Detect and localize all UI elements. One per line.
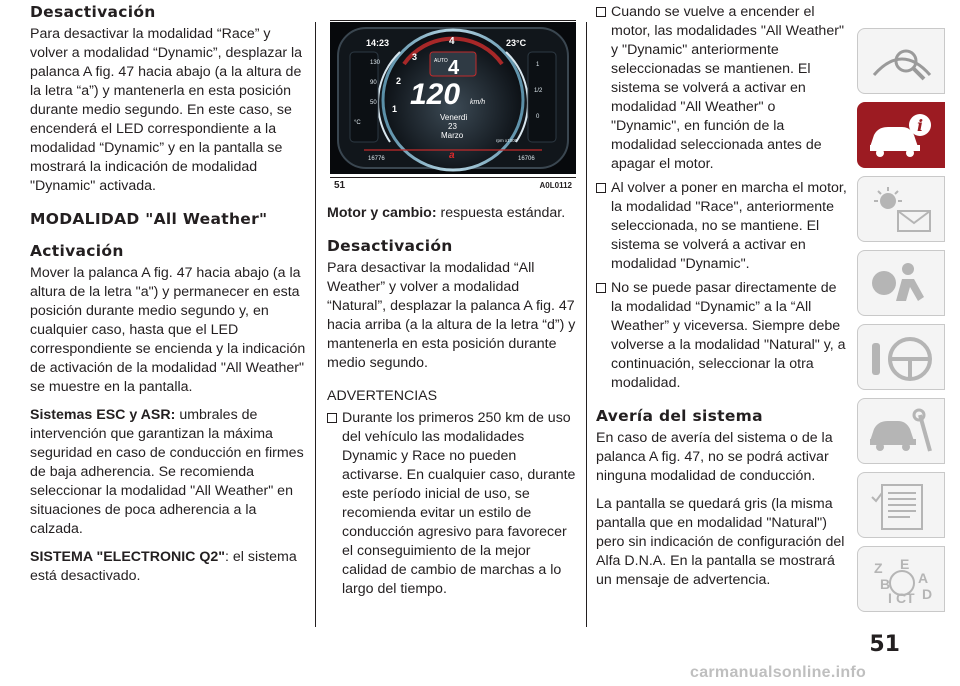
gauge-left-label-3: °C: [354, 120, 361, 126]
paragraph-averia-1: En caso de avería del sistema o de la palanca A fig. 47, no se podrá activar ninguna modalidad de conducción.: [596, 430, 833, 484]
heading-desactivacion-2: Desactivación: [327, 237, 453, 255]
note-text: No se puede pasar directamente de la modalidad “Dynamic” a la “All Weather” y viceversa. Siempre debe volverse a la modalidad "Natural" y, a continuación, seleccionar la otra modalidad.: [611, 280, 846, 391]
gear-mode: AUTO: [434, 58, 448, 64]
label-esc-asr: Sistemas ESC y ASR:: [30, 407, 176, 423]
light-envelope-icon: [866, 183, 938, 237]
speed-unit: km/h: [470, 99, 486, 106]
index-letter-d: D: [922, 586, 933, 602]
date-month: Marzo: [441, 131, 464, 140]
index-letter-i: I: [888, 590, 892, 606]
figure-51: [327, 0, 579, 190]
paragraph-esc-asr: [30, 406, 307, 539]
index-letter-t: T: [906, 590, 915, 606]
alphabet-index-icon: [866, 553, 938, 607]
tab-starting-driving[interactable]: [857, 324, 945, 390]
figure-caption: [330, 177, 576, 190]
checkbox-bullet-icon: [596, 7, 606, 17]
text-electronic-q2: : el sistema está desactivado.: [30, 549, 297, 584]
figure-code: A0L0112: [539, 181, 572, 190]
odometer-left: 16776: [368, 156, 385, 162]
heading-desactivacion: Desactivación: [30, 3, 156, 21]
label-motor-cambio: Motor y cambio:: [327, 205, 437, 221]
date-number: 23: [448, 122, 457, 131]
heading-activacion: Activación: [30, 242, 124, 260]
rev-mark-4: 4: [449, 36, 455, 47]
drive-mode-letter: a: [449, 150, 455, 161]
heading-modalidad-all-weather: MODALIDAD "All Weather": [30, 210, 268, 228]
list-item: [327, 409, 579, 599]
rpm-label: rpm x1000: [496, 138, 518, 143]
index-letter-e: E: [900, 556, 910, 572]
watermark: carmanualsonline.info: [690, 664, 867, 681]
gauge-left-label-1: 90: [370, 80, 377, 86]
column-left: [30, 0, 307, 595]
text-motor-cambio: respuesta estándar.: [440, 205, 566, 221]
tab-lights-warnings[interactable]: [857, 176, 945, 242]
list-item: [596, 3, 848, 174]
note-text: Cuando se vuelve a encender el motor, las modalidades "All Weather" y "Dynamic" anteriormente seleccionadas se mantienen. El sistema se volverá a activar en modalidad "All Weather" o "Dynamic", en función de la modalidad seleccionada antes de apagar el motor.: [611, 4, 844, 172]
odometer-right: 16706: [518, 156, 535, 162]
car-info-icon: [866, 109, 938, 163]
tab-car-info[interactable]: [857, 102, 945, 168]
technical-data-icon: [866, 479, 938, 533]
paragraph-activacion-all-weather: Mover la palanca A fig. 47 hacia abajo (a la altura de la letra "a") y permanecer en esta posición durante medio segundo y, en cualquier caso, hasta que el LED correspondiente se encienda y la indicación de activación de la modalidad "All Weather" se muestre en la pantalla.: [30, 265, 306, 395]
notes-list: [596, 3, 848, 393]
advertencias-list: [327, 409, 579, 599]
dashboard-magnifier-icon: [866, 35, 938, 89]
paragraph-motor-cambio: [327, 204, 579, 223]
instrument-cluster-photo: [330, 22, 576, 174]
index-letter-z: Z: [874, 560, 883, 576]
speed-value: 120: [410, 78, 461, 111]
column-divider-right: [586, 22, 587, 627]
gauge-right-label-0: 1: [536, 62, 540, 68]
paragraph-desactivar-all-weather: Para desactivar la modalidad “All Weather” y volver a modalidad “Natural”, desplazar la palanca A fig. 47 hacia arriba (a la altura de la letra “d”) y mantenerla en esta posición durante medio segundo.: [327, 260, 576, 371]
date-day: Venerdì: [440, 113, 468, 122]
heading-advertencias: ADVERTENCIAS: [327, 388, 438, 404]
index-letter-a: A: [918, 570, 929, 586]
rev-mark-1: 1: [392, 104, 398, 114]
note-text: Al volver a poner en marcha el motor, la modalidad "Race", anteriormente seleccionada, no se mantiene. El sistema se volverá a activar en modalidad "Dynamic".: [611, 180, 847, 272]
page-number: 51: [869, 632, 900, 657]
advertencia-text: Durante los primeros 250 km de uso del vehículo las modalidades Dynamic y Race no pueden activarse. En cualquier caso, durante este período inicial de uso, se recomienda evitar un estilo de conducción agresivo para favorecer el conseguimiento de la mejor calidad de cambio de marchas a lo largo del tiempo.: [342, 410, 576, 597]
chapter-tabs: [857, 28, 945, 620]
column-right: [596, 0, 848, 599]
tab-maintenance[interactable]: [857, 398, 945, 464]
list-item: [596, 279, 848, 393]
figure-number: 51: [334, 180, 346, 191]
list-item: [596, 179, 848, 274]
paragraph-averia-2: La pantalla se quedará gris (la misma pantalla que en modalidad "Natural") pero sin indicación de configuración del Alfa D.N.A. En la pantalla se mostrará un mensaje de advertencia.: [596, 496, 845, 588]
steering-wheel-icon: [866, 331, 938, 385]
info-glyph: i: [917, 116, 924, 135]
instrument-cluster-illustration: [330, 22, 576, 174]
cluster-time: 14:23: [366, 38, 390, 48]
checkbox-bullet-icon: [596, 183, 606, 193]
airbag-passenger-icon: [866, 257, 938, 311]
cluster-temperature: 23°C: [506, 38, 527, 48]
gauge-left-label-2: 50: [370, 100, 377, 106]
rev-mark-3: 3: [412, 52, 418, 62]
checkbox-bullet-icon: [596, 283, 606, 293]
index-letter-b: B: [880, 576, 891, 592]
gear-indicator: 4: [448, 57, 460, 79]
tab-technical-data[interactable]: [857, 472, 945, 538]
text-esc-asr: umbrales de intervención que garantizan la máxima seguridad en caso de conducción en firmes de baja adherencia. Se recomienda seleccionar la modalidad "All Weather" en situaciones de poca adherencia a la calzada.: [30, 407, 304, 537]
tab-alphabetical-index[interactable]: [857, 546, 945, 612]
car-wrench-icon: [866, 405, 938, 459]
column-divider-left: [315, 22, 316, 627]
checkbox-bullet-icon: [327, 413, 337, 423]
tab-dashboard[interactable]: [857, 28, 945, 94]
paragraph-electronic-q2: [30, 548, 307, 586]
column-middle: [327, 0, 579, 608]
gauge-left-label-0: 130: [370, 60, 381, 66]
figure-top-rule: [330, 20, 576, 21]
heading-averia-sistema: Avería del sistema: [596, 407, 763, 425]
index-letter-c: C: [896, 590, 907, 606]
gauge-right-label-2: 0: [536, 114, 540, 120]
label-electronic-q2: SISTEMA "ELECTRONIC Q2": [30, 549, 226, 565]
gauge-right-label-1: 1/2: [534, 88, 543, 94]
rev-mark-2: 2: [396, 76, 402, 86]
tab-safety[interactable]: [857, 250, 945, 316]
paragraph-desactivar-race: Para desactivar la modalidad “Race” y volver a modalidad “Dynamic”, desplazar la palanca A fig. 47 hacia abajo (a la altura de la letra “a”) y mantenerla en esta posición durante medio segundo. En este caso, se encenderá el LED correspondiente a la modalidad “Dynamic” y en la pantalla se mostrará la indicación de modalidad "Dynamic" activada.: [30, 26, 303, 194]
